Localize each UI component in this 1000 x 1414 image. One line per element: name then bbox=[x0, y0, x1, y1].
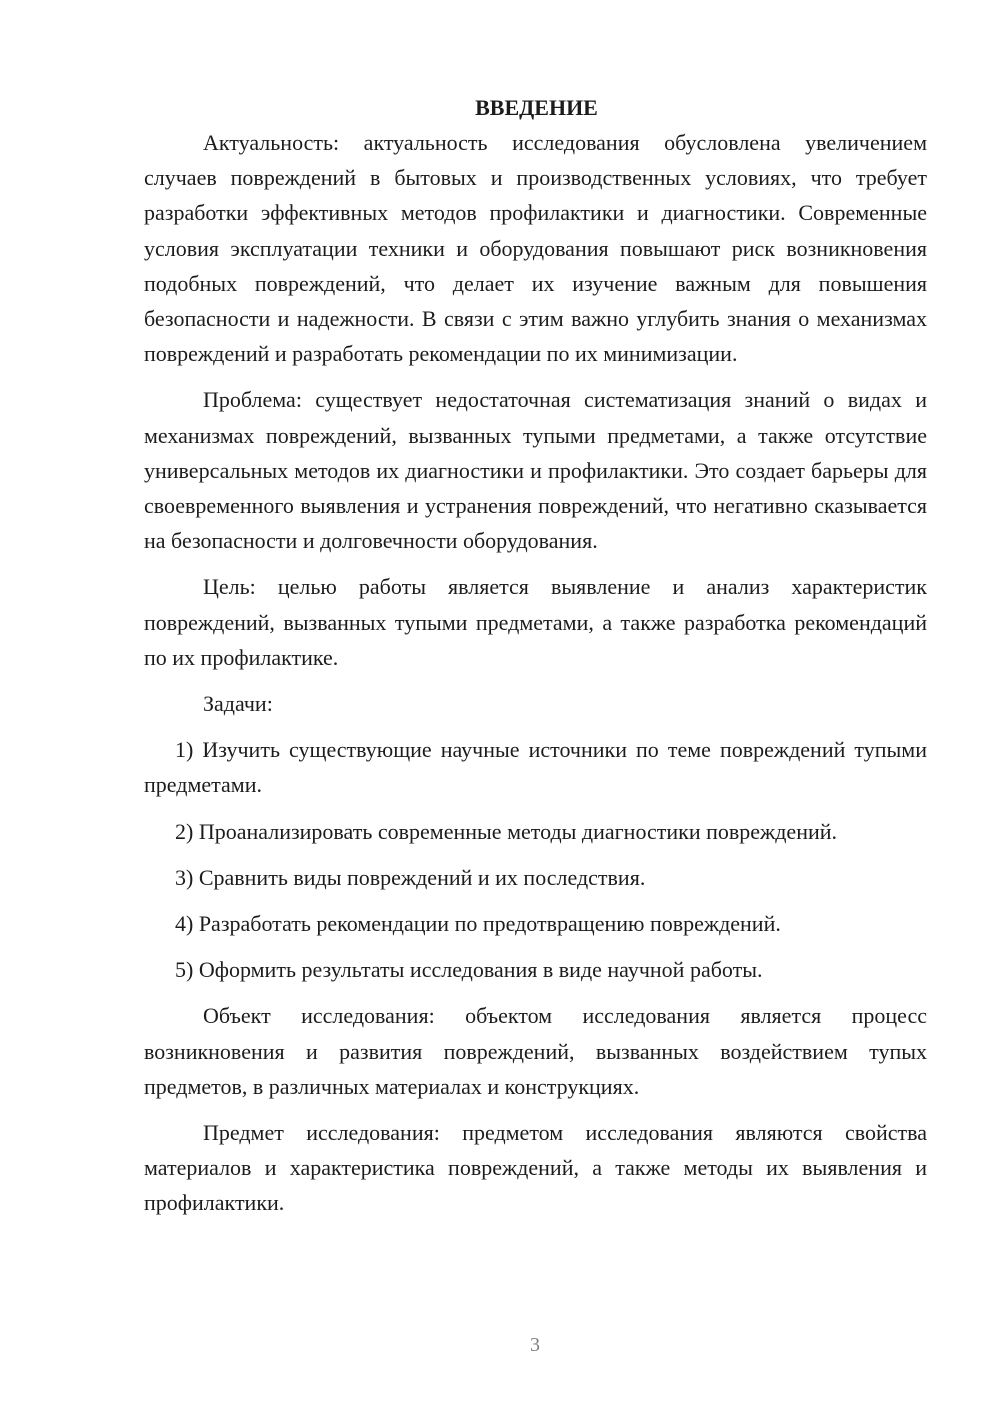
paragraph-goal: Цель: целью работы является выявление и анализ характеристик повреждений, вызванных тупыми предметами, а также разработка рекомендаций по их профилактике. bbox=[144, 574, 927, 670]
task-item-5: 5) Оформить результаты исследования в виде научной работы. bbox=[175, 957, 763, 983]
paragraph-relevance: Актуальность: актуальность исследования обусловлена увеличением случаев повреждений в бытовых и производственных условиях, что требует разработки эффективных методов профилактики и диагностики. Современные условия эксплуатации техники и оборудования повышают риск возникновения подобных повреждений, что делает их изучение важным для повышения безопасности и надежности. В связи с этим важно углубить знания о механизмах повреждений и разработать рекомендации по их минимизации. bbox=[144, 130, 927, 367]
paragraph-problem: Проблема: существует недостаточная систематизация знаний о видах и механизмах повреждений, вызванных тупыми предметами, а также отсутствие универсальных методов их диагностики и профилактики. Это создает барьеры для своевременного выявления и устранения повреждений, что негативно сказывается на безопасности и долговечности оборудования. bbox=[144, 387, 927, 554]
task-item-4: 4) Разработать рекомендации по предотвращению повреждений. bbox=[175, 911, 781, 937]
document-page bbox=[144, 90, 927, 1232]
section-heading: ВВЕДЕНИЕ bbox=[475, 95, 598, 120]
task-item-1: 1) Изучить существующие научные источники по теме повреждений тупыми предметами. bbox=[144, 737, 927, 798]
task-item-2: 2) Проанализировать современные методы диагностики повреждений. bbox=[175, 818, 838, 844]
page-number: 3 bbox=[530, 1334, 540, 1356]
task-item-3: 3) Сравнить виды повреждений и их последствия. bbox=[175, 864, 646, 890]
paragraph-object: Объект исследования: объектом исследования является процесс возникновения и развития повреждений, вызванных воздействием тупых предметов, в различных материалах и конструкциях. bbox=[144, 1003, 927, 1099]
paragraph-tasks-label: Задачи: bbox=[203, 691, 273, 717]
paragraph-subject: Предмет исследования: предметом исследования являются свойства материалов и характеристика повреждений, а также методы их выявления и профилактики. bbox=[144, 1120, 927, 1216]
